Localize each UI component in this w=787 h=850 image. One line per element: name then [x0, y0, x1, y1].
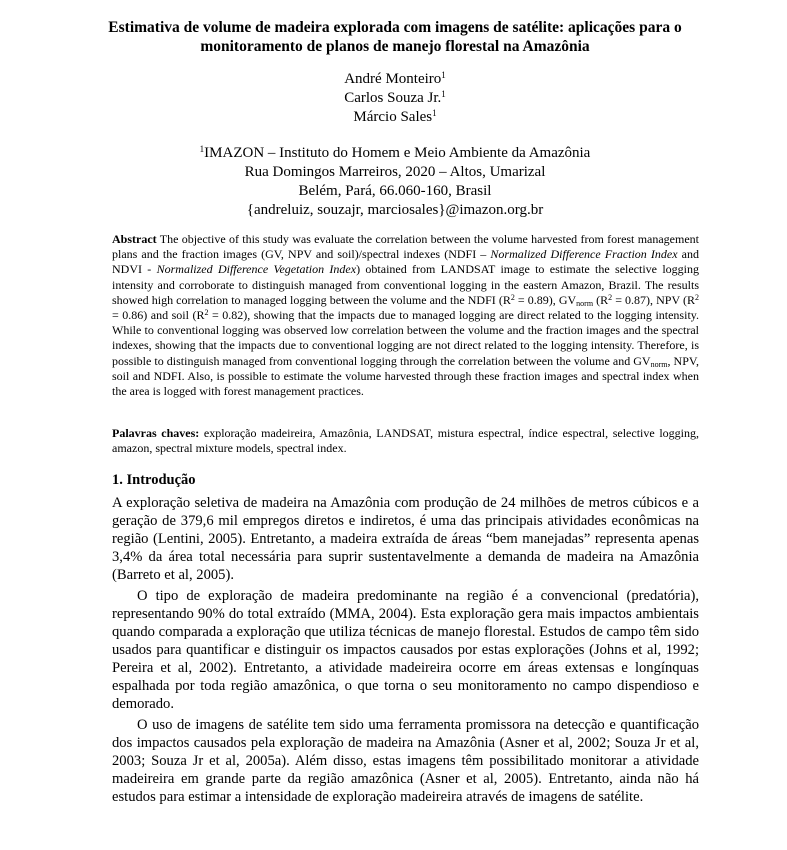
affil-mark: 1	[441, 89, 446, 99]
author-1: André Monteiro$^1$	[344, 70, 446, 87]
affiliation-line-3: Belém, Pará, 66.060-160, Brasil	[298, 183, 492, 199]
keywords	[112, 426, 699, 456]
body-paragraph: O tipo de exploração de madeira predominante na região é a convencional (predatória), representando 90% do total extraído (MMA, 2004). Esta exploração gera mais impactos ambientais quando comparada a exploração que utiliza técnicas de manejo florestal. Estudos de campo têm sido usados para quantificar e distinguir os impactos causados por estas explorações (Johns et al, 1992; Pereira et al, 2002). Entretanto, a atividade madeireira ocorre em áreas extensas e longínquas espalhada por toda região amazônica, o que torna o seu monitoramento no campo dispendioso e demorado.	[112, 588, 699, 712]
affiliation-emails: {andreluiz, souzajr, marciosales}@imazon.org.br	[246, 202, 544, 218]
section-body	[112, 494, 699, 806]
body-paragraph: A exploração seletiva de madeira na Amazônia com produção de 24 milhões de metros cúbicos e a geração de 379,6 mil empregos diretos e indiretos, é uma das principais atividades econômicas na região (Lentini, 2005). Entretanto, a madeira extraída de áreas “bem manejadas” representa apenas 3,4% da área total necessária para suprir sustentavelmente a demanda de madeira na Amazônia (Barreto et al, 2005).	[112, 495, 699, 583]
affiliation-line-2: Rua Domingos Marreiros, 2020 – Altos, Umarizal	[244, 164, 546, 180]
affil-mark: 1	[199, 144, 205, 154]
affil-mark: 1	[441, 70, 446, 80]
section-heading: 1. Introdução	[112, 472, 196, 488]
affiliation-line-1: $^1$IMAZON – Instituto do Homem e Meio Ambiente da Amazônia	[199, 144, 591, 161]
author-list	[200, 70, 590, 127]
title-line-1: Estimativa de volume de madeira explorada com imagens de satélite: aplicações para o	[108, 19, 682, 36]
abstract-paragraph: Abstract The objective of this study was evaluate the correlation between the volume harvested from forest management plans and the fraction images (GV, NPV and soil)/spectral indexes (NDFI – Normalized Difference Fraction Index and NDVI - Normalized Difference Vegetation Index) obtained from LANDSAT image to estimate the selective logging intensity and corroborate to distinguish managed from conventional logging in the eastern Amazon, Brazil. The results showed high correlation to managed logging between the volume and the NDFI $(R^2 = 0.89)$, $GV_{norm}$ $(R^2 = 0.87)$, NPV $(R^2 = 0.86)$ and soil $(R^2 = 0.82)$, showing that the impacts due to managed logging are direct related to the logging intensity. While to conventional logging was observed low correlation between the volume and the fraction images and the spectral indexes, showing that the impacts due to conventional logging are not direct related to the logging intensity. Therefore, is possible to distinguish managed from conventional logging through the correlation between the volume and $GV_{norm}$, NPV, soil and NDFI. Also, is possible to estimate the volume harvested through these fraction images and spectral index when the area is logged with forest management practices.	[112, 232, 700, 399]
affil-mark: 1	[432, 108, 437, 118]
keywords-text: exploração madeireira, Amazônia, LANDSAT, mistura espectral, índice espectral, selective logging, amazon, spectral mixture models, spectral index.	[112, 426, 699, 456]
abstract-label: Abstract	[112, 232, 157, 246]
author-3: Márcio Sales$^1$	[353, 108, 437, 125]
paper-title	[100, 18, 690, 56]
abstract	[112, 232, 699, 399]
affiliation	[150, 144, 640, 220]
author-2: Carlos Souza Jr.$^1$	[344, 89, 446, 106]
keywords-label: Palavras chaves:	[112, 426, 200, 440]
body-paragraph: O uso de imagens de satélite tem sido uma ferramenta promissora na detecção e quantificação dos impactos causados pela exploração de madeira na Amazônia (Asner et al, 2002; Souza Jr et al, 2003; Souza Jr et al, 2005a). Além disso, estas imagens têm possibilitado monitorar a atividade madeireira em grande parte da região amazônica (Asner et al, 2005). Entretanto, ainda não há estudos para estimar a intensidade de exploração madeireira através de imagens de satélite.	[112, 717, 699, 805]
title-line-2: monitoramento de planos de manejo florestal na Amazônia	[200, 38, 590, 55]
